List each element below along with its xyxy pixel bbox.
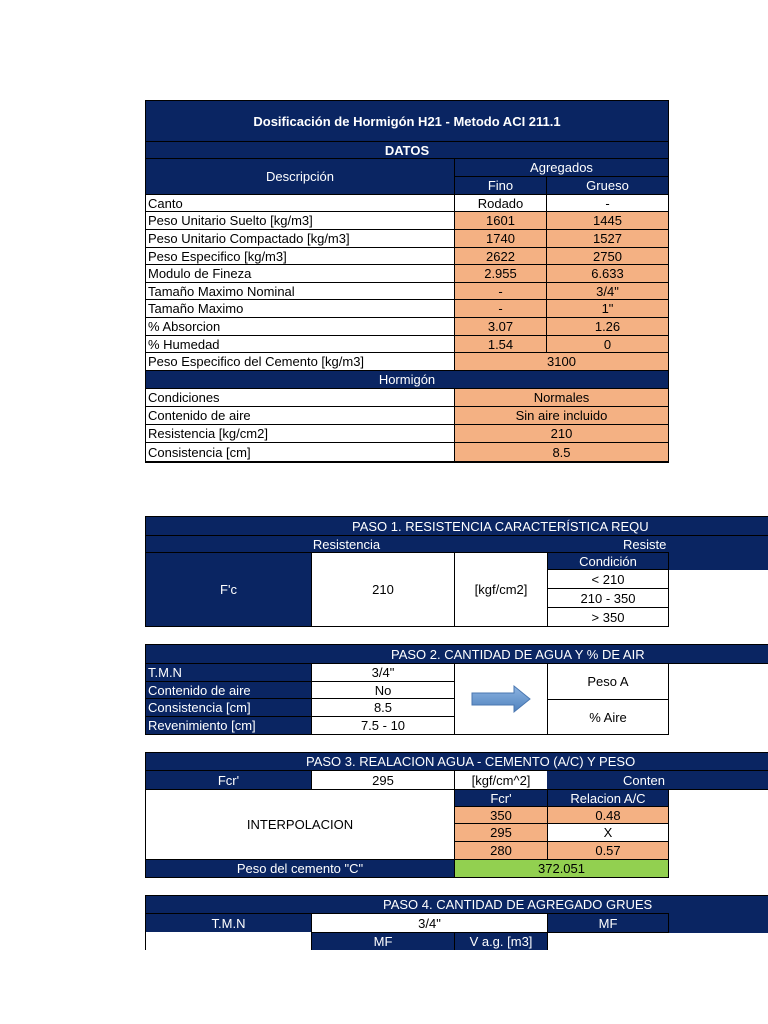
hormigon-row-value: 8.5 — [454, 442, 669, 463]
datos-row-grueso: 3/4" — [546, 282, 669, 300]
fcr-label: Fcr' — [145, 770, 312, 790]
fcr-value: 295 — [311, 770, 455, 790]
interp-col-fcr: Fcr' — [454, 789, 548, 807]
datos-row-fino: 2622 — [454, 247, 547, 265]
paso2-row-label: Consistencia [cm] — [145, 698, 312, 717]
fcr-unit: [kgf/cm^2] — [454, 770, 548, 790]
paso1-title: PASO 1. RESISTENCIA CARACTERÍSTICA REQU — [352, 518, 649, 534]
paso2-row-value: 8.5 — [311, 698, 455, 717]
datos-row-grueso: 1445 — [546, 211, 669, 230]
datos-row-grueso: 1" — [546, 299, 669, 318]
datos-title: Dosificación de Hormigón H21 - Metodo ACI 211.1 — [145, 100, 669, 142]
arrow-cell — [454, 663, 548, 735]
hormigon-header: Hormigón — [145, 370, 669, 389]
peso-cemento-label: Peso del cemento "C" — [145, 859, 455, 878]
datos-row-label: % Humedad — [145, 335, 455, 353]
paso4-mf-label: MF — [311, 932, 455, 950]
interpolacion-label: INTERPOLACION — [145, 789, 455, 860]
agregados-header: Agregados — [454, 158, 669, 177]
paso4-vag-label: V a.g. [m3] — [454, 932, 548, 950]
conten-header: Conten — [623, 773, 665, 788]
datos-row-label: Tamaño Maximo — [145, 299, 455, 318]
datos-row-grueso: 1.26 — [546, 317, 669, 336]
grueso-header: Grueso — [546, 176, 669, 195]
paso4-mf-header-fill — [669, 913, 768, 933]
datos-row-label: Modulo de Fineza — [145, 264, 455, 283]
arrow-right-icon — [470, 684, 532, 714]
interp-row-ac: 0.48 — [547, 806, 669, 824]
paso4-empty-cell — [145, 932, 312, 950]
resiste-header-bar — [547, 535, 768, 553]
paso2-row-label: Contenido de aire — [145, 681, 312, 699]
fc-value: 210 — [311, 552, 455, 627]
datos-row-grueso: - — [546, 194, 669, 212]
conten-header-bar — [547, 770, 768, 790]
interp-row-ac: X — [547, 823, 669, 842]
datos-row-label: Peso Unitario Suelto [kg/m3] — [145, 211, 455, 230]
paso4-title-bar — [145, 895, 768, 914]
paso4-title: PASO 4. CANTIDAD DE AGREGADO GRUES — [383, 897, 653, 912]
condicion-header: Condición — [547, 552, 669, 570]
datos-section-header: DATOS — [145, 141, 669, 159]
datos-row-fino: - — [454, 282, 547, 300]
hormigon-row-value: Normales — [454, 388, 669, 407]
descripcion-header: Descripción — [145, 158, 455, 195]
paso2-row-value: 7.5 - 10 — [311, 716, 455, 735]
paso2-row-value: 3/4" — [311, 663, 455, 682]
paso2-row-value: No — [311, 681, 455, 699]
datos-row-fino: 3.07 — [454, 317, 547, 336]
fc-unit: [kgf/cm2] — [454, 552, 548, 627]
hormigon-row-label: Resistencia [kg/cm2] — [145, 424, 455, 443]
datos-row-grueso: 2750 — [546, 247, 669, 265]
interp-row-fcr: 280 — [454, 841, 548, 860]
datos-row-label: Tamaño Maximo Nominal — [145, 282, 455, 300]
resiste-header: Resiste — [623, 537, 667, 552]
datos-row-fino: 2.955 — [454, 264, 547, 283]
peso-a-label: Peso A — [547, 663, 669, 700]
fino-header: Fino — [454, 176, 547, 195]
interp-row-fcr: 295 — [454, 823, 548, 842]
cemento-label: Peso Especifico del Cemento [kg/m3] — [145, 352, 455, 371]
paso3-title: PASO 3. REALACION AGUA - CEMENTO (A/C) Y PESO — [306, 754, 636, 769]
condicion-row: 210 - 350 — [547, 588, 669, 608]
fc-label: F'c — [145, 552, 312, 627]
pct-aire-label: % Aire — [547, 699, 669, 735]
hormigon-row-label: Consistencia [cm] — [145, 442, 455, 463]
hormigon-row-label: Contenido de aire — [145, 406, 455, 425]
datos-row-label: Peso Unitario Compactado [kg/m3] — [145, 229, 455, 248]
datos-row-fino: 1.54 — [454, 335, 547, 353]
interp-col-ac: Relacion A/C — [547, 789, 669, 807]
peso-cemento-value: 372.051 — [454, 859, 669, 878]
datos-row-fino: 1740 — [454, 229, 547, 248]
interp-row-ac: 0.57 — [547, 841, 669, 860]
datos-row-grueso: 6.633 — [546, 264, 669, 283]
condicion-row: > 350 — [547, 607, 669, 627]
datos-row-label: Canto — [145, 194, 455, 212]
paso4-mf-header: MF — [547, 913, 669, 933]
datos-row-label: % Absorcion — [145, 317, 455, 336]
hormigon-row-label: Condiciones — [145, 388, 455, 407]
cemento-value: 3100 — [454, 352, 669, 371]
paso4-tmn-label: T.M.N — [145, 913, 312, 933]
paso2-title: PASO 2. CANTIDAD DE AGUA Y % DE AIR — [391, 646, 645, 662]
hormigon-row-value: Sin aire incluido — [454, 406, 669, 425]
paso2-row-label: T.M.N — [145, 663, 312, 682]
datos-row-fino: Rodado — [454, 194, 547, 212]
paso2-row-label: Revenimiento [cm] — [145, 716, 312, 735]
datos-row-fino: - — [454, 299, 547, 318]
datos-row-fino: 1601 — [454, 211, 547, 230]
condicion-row: < 210 — [547, 569, 669, 589]
paso1-title-bar — [145, 516, 768, 536]
datos-row-label: Peso Especifico [kg/m3] — [145, 247, 455, 265]
datos-row-grueso: 0 — [546, 335, 669, 353]
resistencia-header: Resistencia — [145, 535, 548, 553]
hormigon-row-value: 210 — [454, 424, 669, 443]
paso3-title-bar — [145, 752, 768, 771]
datos-row-grueso: 1527 — [546, 229, 669, 248]
paso4-tmn-value: 3/4" — [311, 913, 548, 933]
paso2-title-bar — [145, 644, 768, 664]
condicion-header-fill — [669, 552, 768, 570]
interp-row-fcr: 350 — [454, 806, 548, 824]
